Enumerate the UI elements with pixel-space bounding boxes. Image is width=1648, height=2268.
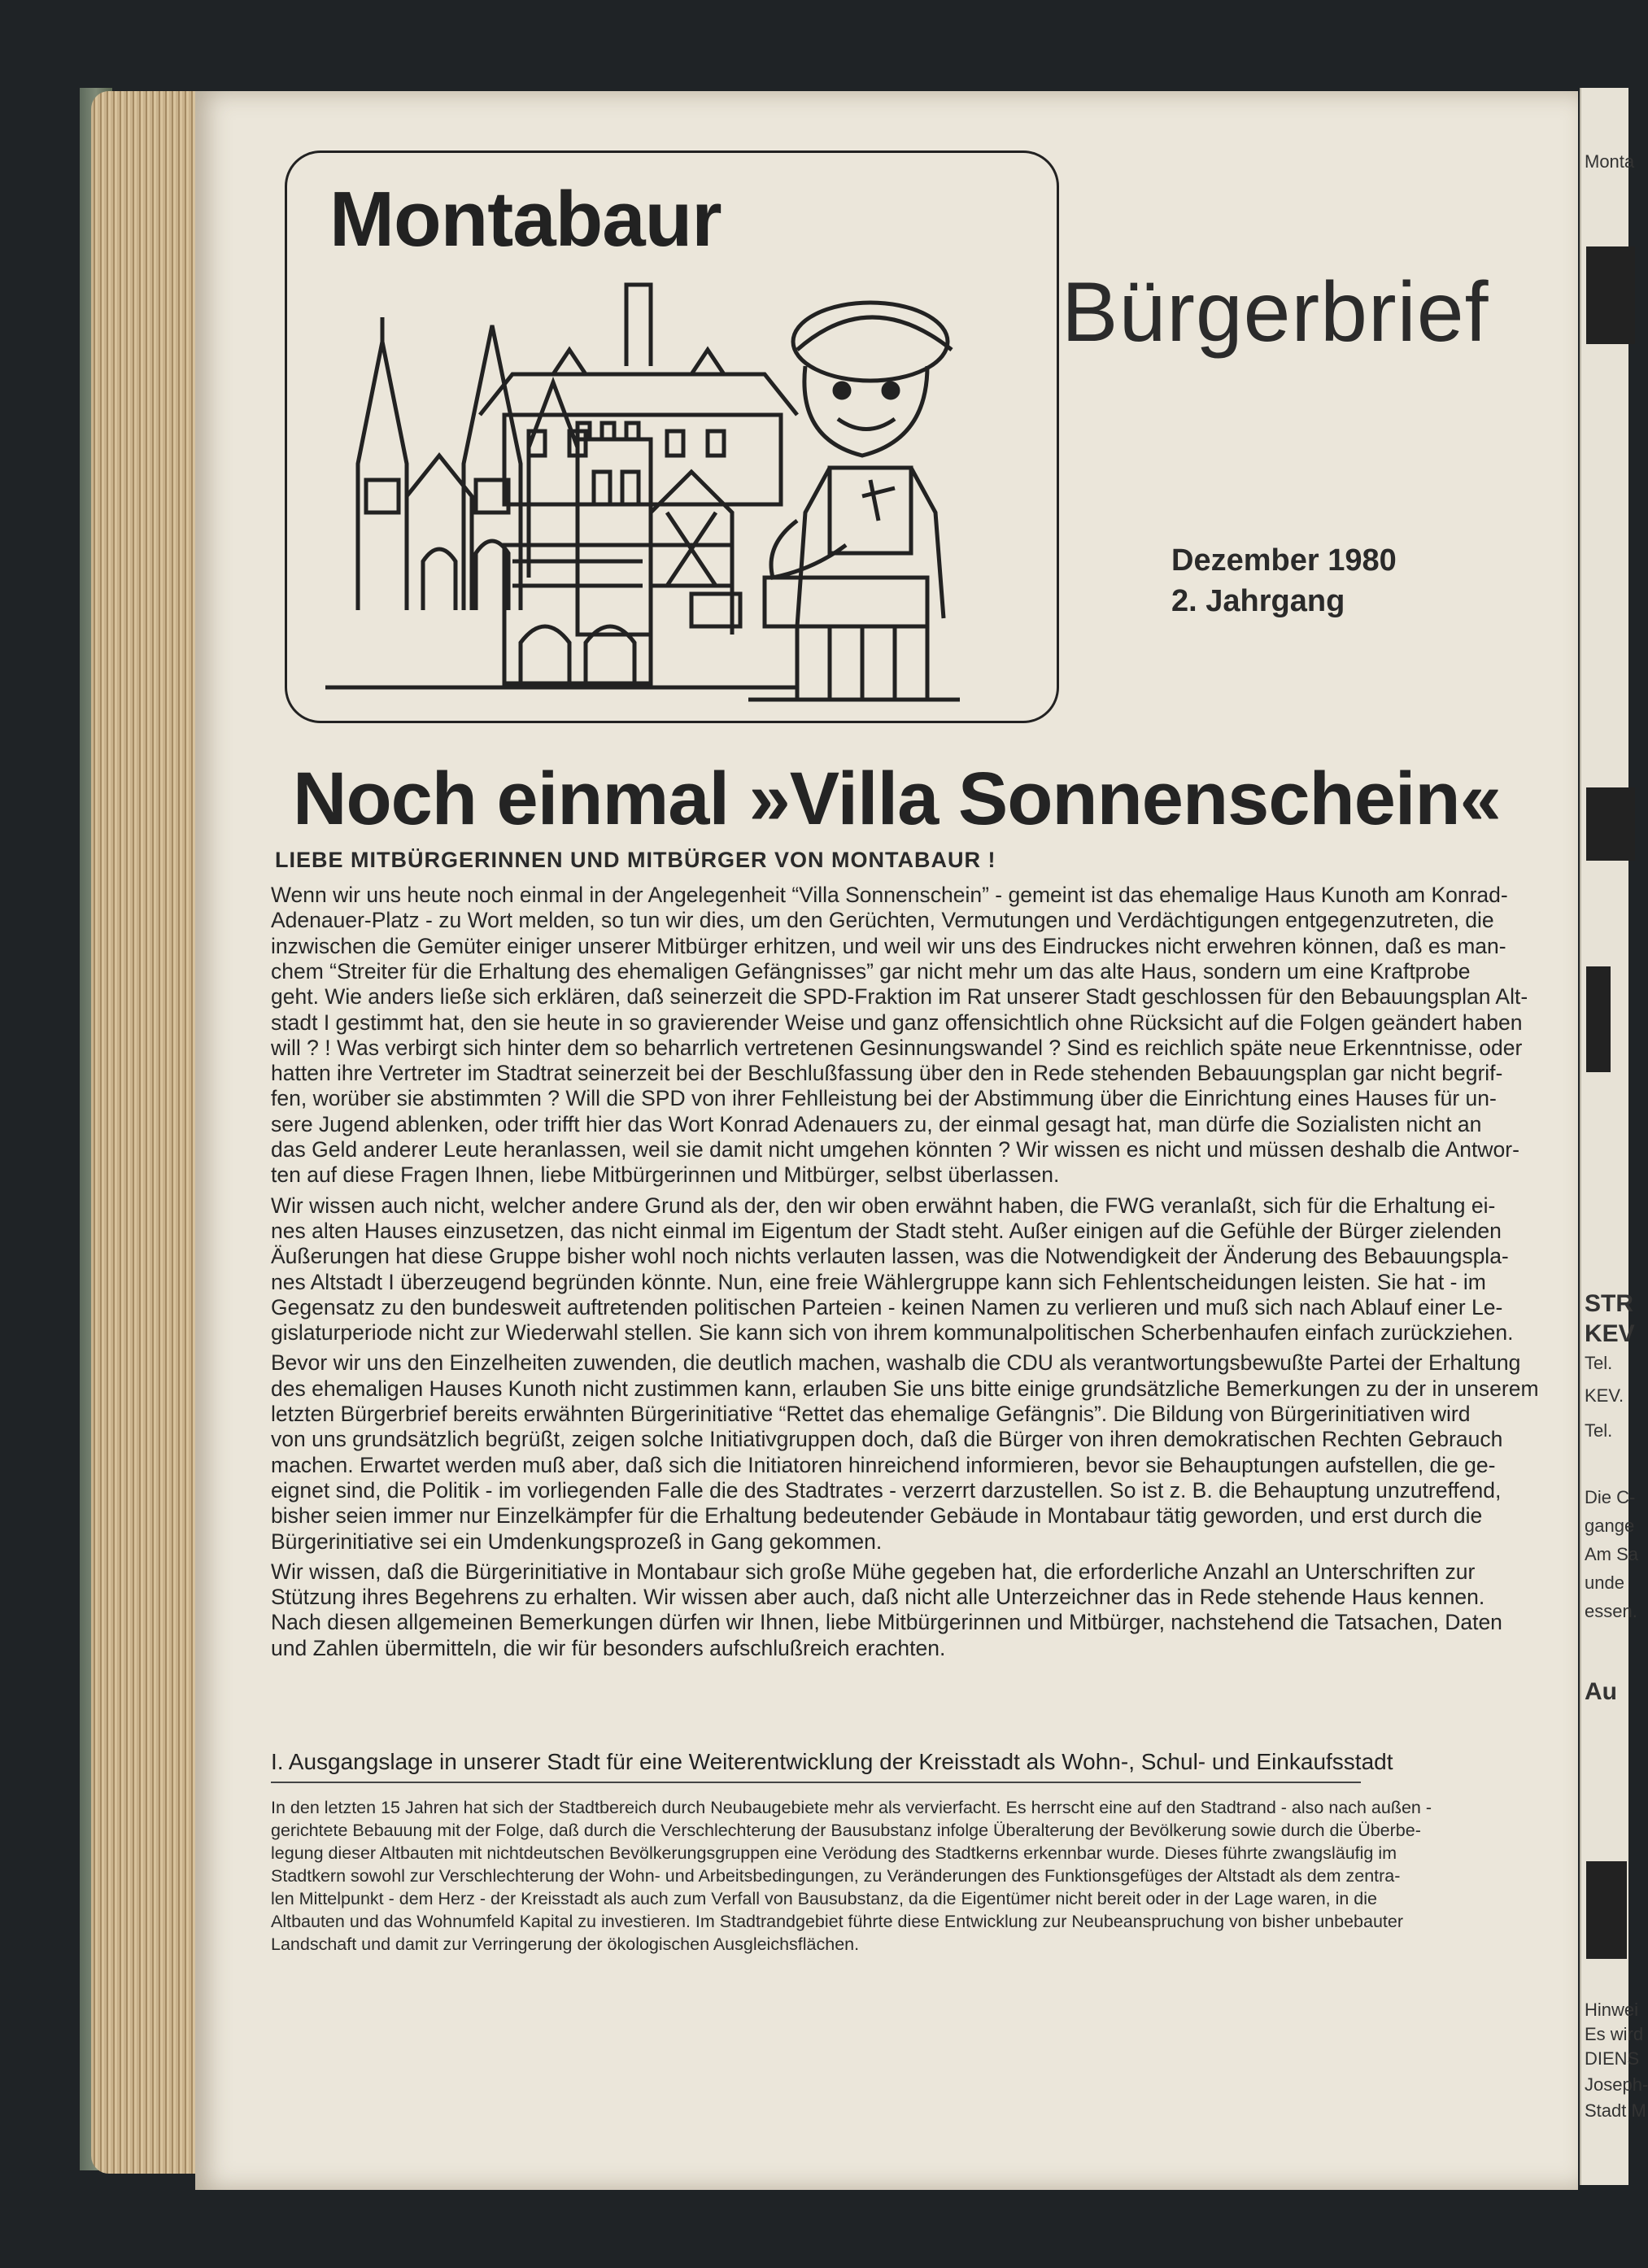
body-line: sere Jugend ablenken, oder trifft hier das Wort Konrad Adenauers zu, der einmal gesagt hat, man dürfe die Sozialisten nicht an <box>271 1111 1482 1136</box>
newsletter-title: Bürgerbrief <box>1062 265 1489 360</box>
adjacent-page-fragment: essen. <box>1585 1601 1637 1621</box>
body-line: machen. Erwartet werden muß aber, daß sich die Initiatoren hinreichend informieren, bevor sie Behauptungen aufstellen, die ge- <box>271 1452 1496 1477</box>
section-heading: I. Ausgangslage in unserer Stadt für eine Weiterentwicklung der Kreisstadt als Wohn-, Schul- und Einkaufsstadt <box>271 1749 1393 1774</box>
body-line: nes alten Hauses einzusetzen, das nicht einmal im Eigentum der Stadt steht. Außer einigen auf die Gefühle der Bürger zielenden <box>271 1218 1502 1243</box>
adjacent-page-fragment: KEV <box>1585 1320 1635 1347</box>
section-line: Landschaft und damit zur Verringerung der ökologischen Ausgleichsflächen. <box>271 1934 860 1954</box>
adjacent-page-fragment: Monta <box>1585 151 1635 172</box>
body-line: das Geld anderer Leute heranlassen, weil sie damit nicht umgehen könnten ? Wir wissen es nicht und müssen deshalb die Antwor- <box>271 1137 1519 1162</box>
body-line: und Zahlen übermitteln, die wir für besonders aufschlußreich erachten. <box>271 1635 946 1660</box>
body-line: Wenn wir uns heute noch einmal in der Angelegenheit “Villa Sonnenschein” - gemeint ist das ehemalige Haus Kunoth am Konrad- <box>271 883 1508 907</box>
adjacent-graphic <box>1586 246 1635 344</box>
section-line: len Mittelpunkt - dem Herz - der Kreisstadt als auch zum Verfall von Bausubstanz, da die Eigentümer nicht bereit oder in der Lage waren, in die <box>271 1889 1377 1908</box>
issue-date: Dezember 1980 <box>1171 543 1397 578</box>
body-line: chem “Streiter für die Erhaltung des ehemaligen Gefängnisses” gar nicht mehr um das alte Haus, sondern um eine Kraftprobe <box>271 958 1471 984</box>
issue-volume: 2. Jahrgang <box>1171 584 1345 618</box>
body-line: Gegensatz zu den bundesweit auftretenden politischen Parteien - keinen Namen zu verlieren und muß sich nach Ablauf einer Le- <box>271 1294 1503 1319</box>
body-line: will ? ! Was verbirgt sich hinter dem so beharrlich vertretenen Gesinnungswandel ? Sind es reichlich späte neue Erkenntnisse, oder <box>271 1035 1523 1060</box>
adjacent-page-fragment: Joseph- <box>1585 2074 1648 2095</box>
body-line: Wir wissen, daß die Bürgerinitiative in Montabaur sich große Mühe gegeben hat, die erforderliche Anzahl an Unterschriften zur <box>271 1559 1476 1584</box>
body-line: hatten ihre Vertreter im Stadtrat seinerzeit bei der Beschlußfassung über den in Rede stehenden Bebauungsplan gar nicht begrif- <box>271 1061 1503 1086</box>
body-line: fen, worüber sie abstimmten ? Will die SPD von ihrer Fehlleistung bei der Abstimmung über die Einrichtung eines Hauses für un- <box>271 1086 1497 1111</box>
adjacent-page-fragment: Au <box>1585 1678 1617 1705</box>
adjacent-page-fragment: unde <box>1585 1572 1624 1593</box>
article-salutation: LIEBE MITBÜRGERINNEN UND MITBÜRGER VON MONTABAUR ! <box>275 848 996 872</box>
body-line: Nach diesen allgemeinen Bemerkungen dürfen wir Ihnen, liebe Mitbürgerinnen und Mitbürger, nachstehend die Tatsachen, Daten <box>271 1610 1502 1635</box>
body-line: letzten Bürgerbrief bereits erwähnten Bürgerinitiative “Rettet das ehemalige Gefängnis”. Die Bildung von Bürgerinitiativen wird <box>271 1402 1471 1426</box>
adjacent-page-fragment: STR <box>1585 1290 1633 1317</box>
adjacent-page-fragment: Tel. <box>1585 1420 1613 1441</box>
adjacent-page-fragment: Stadt M <box>1585 2100 1646 2121</box>
body-line: Äußerungen hat diese Gruppe bisher wohl noch nichts verlauten lassen, was die Notwendigkeit der Änderung des Bebauungspla- <box>271 1244 1509 1269</box>
body-line: inzwischen die Gemüter einiger unserer Mitbürger erhitzen, und weil wir uns des Eindruckes nicht erwehren können, daß es man- <box>271 933 1506 958</box>
body-line: stadt I gestimmt hat, den sie heute in so gravierender Weise und ganz offensichtlich ohne Rücksicht auf die Folgen geändert haben <box>271 1010 1523 1035</box>
adjacent-page-fragment: DIENS <box>1585 2048 1640 2069</box>
adjacent-page-fragment: Am Sa <box>1585 1544 1639 1564</box>
adjacent-graphic <box>1586 966 1611 1072</box>
body-line: geht. Wie anders ließe sich erklären, daß seinerzeit die SPD-Fraktion im Rat unserer Stadt geschlossen für den Bebauungsplan Alt- <box>271 984 1528 1010</box>
body-line: Wir wissen auch nicht, welcher andere Grund als der, den wir oben erwähnt haben, die FWG veranlaßt, sich für die Erhaltung ei- <box>271 1193 1496 1218</box>
body-line: von uns grundsätzlich begrüßt, zeigen solche Initiativgruppen doch, daß die Bürger von ihren demokratischen Rechten Gebrauch <box>271 1427 1503 1452</box>
section-rule <box>271 1782 1361 1783</box>
section-line: Altbauten und das Wohnumfeld Kapital zu investieren. Im Stadtrandgebiet führte diese Entwicklung zur Neubeanspruchung von bisher unbebauter <box>271 1912 1404 1931</box>
body-line: Adenauer-Platz - zu Wort melden, so tun wir dies, um den Gerüchten, Vermutungen und Verdächtigungen entgegenzutreten, die <box>271 908 1494 933</box>
article-headline: Noch einmal »Villa Sonnenschein« <box>293 757 1501 840</box>
adjacent-graphic <box>1586 787 1635 861</box>
adjacent-graphic <box>1586 1861 1627 1959</box>
adjacent-page-fragment: gange <box>1585 1516 1635 1536</box>
body-line: ten auf diese Fragen Ihnen, liebe Mitbürgerinnen und Mitbürger, selbst überlassen. <box>271 1162 1060 1188</box>
section-line: Stadtkern sowohl zur Verschlechterung der Wohn- und Arbeitsbedingungen, zu Veränderungen des Funktionsgefüges der Altstadt als dem zentra- <box>271 1866 1401 1886</box>
adjacent-page-fragment: Hinwei <box>1585 2000 1639 2020</box>
section-line: gerichtete Bebauung mit der Folge, daß durch die Verschlechterung der Bausubstanz infolge Überalterung der Bevölkerung sowie durch die Überbe- <box>271 1821 1421 1840</box>
adjacent-page-fragment: Es wird <box>1585 2024 1644 2044</box>
section-line: legung dieser Altbauten mit nichtdeutschen Bevölkerungsgruppen eine Verödung des Stadtkerns erkennbar wurde. Dieses führte zwangsläufig im <box>271 1843 1397 1863</box>
body-line: Stützung ihres Begehrens zu erhalten. Wir wissen aber auch, daß nicht alle Unterzeichner das in Rede stehende Haus kennen. <box>271 1585 1485 1610</box>
town-illustration <box>309 236 1041 708</box>
body-line: Bevor wir uns den Einzelheiten zuwenden, die deutlich machen, washalb die CDU als verantwortungsbewußte Partei der Erhaltung <box>271 1350 1521 1376</box>
body-line: nes Altstadt I überzeugend begründen könnte. Nun, eine freie Wählergruppe kann sich Fehlentscheidungen leisten. Sie hat - im <box>271 1269 1486 1294</box>
body-line: eignet sind, die Politik - im vorliegenden Falle die des Stadtrates - verzerrt darzustellen. So ist z. B. die Behauptung unzutreffend, <box>271 1477 1502 1503</box>
body-line: des ehemaligen Hauses Kunoth nicht zustimmen kann, erlauben Sie uns bitte einige grundsätzliche Bemerkungen zu der in unserem <box>271 1376 1539 1401</box>
adjacent-page-fragment: Die C- <box>1585 1487 1636 1507</box>
adjacent-page-fragment: Tel. <box>1585 1353 1613 1373</box>
section-line: In den letzten 15 Jahren hat sich der Stadtbereich durch Neubaugebiete mehr als vervierfacht. Es herrscht eine auf den Stadtrand - also nach außen - <box>271 1798 1432 1817</box>
adjacent-page <box>1580 88 1648 2185</box>
body-line: gislaturperiode nicht zur Wiederwahl stellen. Sie kann sich von ihrem kommunalpolitischen Scherbenhaufen einfach zurückziehen. <box>271 1320 1514 1346</box>
logo-wordmark: Montabaur <box>329 176 722 263</box>
adjacent-page-fragment: KEV. <box>1585 1385 1624 1406</box>
body-line: bisher seien immer nur Einzelkämpfer für die Erhaltung bedeutender Gebäude in Montabaur tätig geworden, und erst durch die <box>271 1503 1483 1529</box>
body-line: Bürgerinitiative sei ein Umdenkungsprozeß in Gang gekommen. <box>271 1529 883 1554</box>
